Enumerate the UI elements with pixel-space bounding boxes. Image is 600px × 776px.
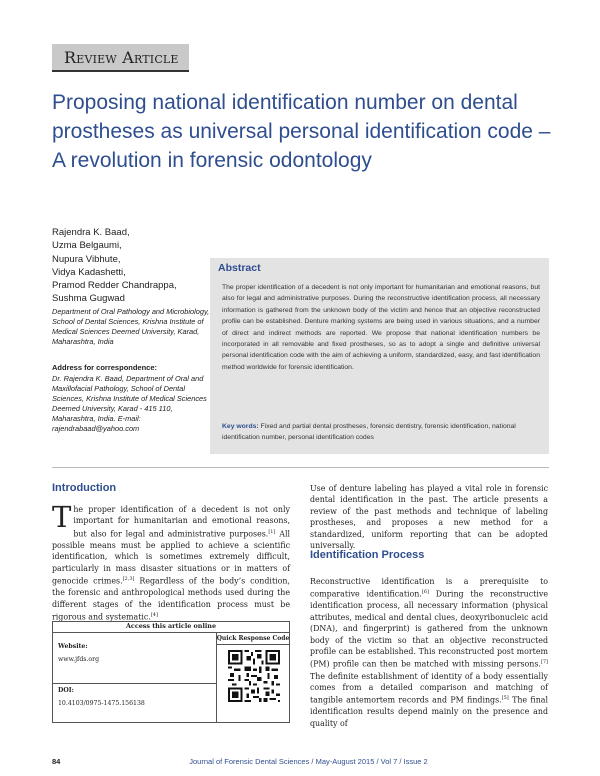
website-link[interactable]: www.jfds.org <box>58 656 100 663</box>
citation[interactable]: [6] <box>421 589 429 596</box>
qr-code-icon[interactable] <box>228 650 280 702</box>
identification-process-paragraph: Reconstructive identification is a prerequisite to comparative identification.[6] During the reconstructive identification process, all necessary information (physical attributes, medical and dental clues, deoxyribonucleic acid (DNA), and fingerprint) is gathered from the unknown body of the victim so that an objective reconstructed profile can be established. This reconstructed post mortem (PM) profile can then be matched with missing persons.[7] The definite establishment of identity of a body essentially comes from a detailed comparison and matching of tangible antemortem records and PM findings.[5] The final identification results depend mainly on the presence and quality of <box>310 577 548 728</box>
abstract-heading: Abstract <box>218 262 261 274</box>
citation[interactable]: [7] <box>540 659 548 666</box>
author-name: Vidya Kadashetti, <box>52 266 126 278</box>
article-type-label <box>52 44 189 72</box>
keywords <box>222 421 542 444</box>
access-box-divider <box>52 683 216 684</box>
keywords-list: Fixed and partial dental prostheses, forensic dentistry, forensic identification, national identification number, personal identification codes <box>222 423 516 442</box>
page-number: 84 <box>52 757 61 766</box>
citation[interactable]: [4] <box>150 611 158 618</box>
author-name: Uzma Belgaumi, <box>52 240 122 252</box>
article-title: Proposing national identification number on dental prostheses as universal personal identification code – A revolution in forensic odontology <box>52 91 551 172</box>
journal-citation: Journal of Forensic Dental Sciences / May-August 2015 / Vol 7 / Issue 2 <box>185 757 431 766</box>
identification-process-heading: Identification Process <box>310 549 425 561</box>
keywords-label: Key words: <box>222 423 259 430</box>
citation[interactable]: [2,3] <box>122 576 135 583</box>
qr-code-label: Quick Response Code <box>216 633 290 645</box>
author-name: Pramod Redder Chandrappa, <box>52 280 177 292</box>
author-name: Nupura Vibhute, <box>52 253 121 265</box>
author-name: Sushma Gugwad <box>52 293 125 305</box>
access-box-divider <box>216 633 217 723</box>
website-label: Website: <box>58 643 88 650</box>
author-affiliation: Department of Oral Pathology and Microbiology, School of Dental Sciences, Krishna Institute of Medical Sciences Deemed University, Karad, Maharashtra, India <box>52 307 210 346</box>
introduction-heading: Introduction <box>52 482 117 494</box>
doi-label: DOI: <box>58 687 74 694</box>
author-list <box>52 226 227 306</box>
section-divider <box>52 467 549 468</box>
intro-continuation-paragraph: Use of denture labeling has played a vital role in forensic dental identification in the past. The article presents a review of the past methods and technique of labeling prostheses, and proposes a new method for a standardized, uniform reporting that can be adopted universally. <box>310 484 548 551</box>
doi-link[interactable]: 10.4103/0975-1475.156138 <box>58 700 145 707</box>
article-type-text: Review Article <box>64 48 179 67</box>
access-online-title: Access this article online <box>52 621 290 633</box>
citation[interactable]: [5] <box>501 695 509 702</box>
introduction-paragraph: The proper identification of a decedent is not only important for humanitarian and emotional reasons, but also for legal and administrative purposes.[1] All possible means must be applied to achieve a scientific identification, which is sometimes extremely difficult, particularly in mass disaster situations or in matters of genocide crimes.[2,3] Regardless of the body’s condition, the forensic and anthropological methods used during the different stages of the identification process must be rigorous and systematic.[4] <box>52 500 290 622</box>
citation[interactable]: [1] <box>268 528 276 535</box>
journal-footer <box>68 757 549 766</box>
drop-cap: T <box>52 500 72 534</box>
abstract-text: The proper identification of a decedent is not only important for humanitarian and emotional reasons, but also for legal and administrative purposes. During the reconstructive identification process, all necessary information is gathered from the unknown body of the victim and hence that an objective reconstructed profile can be established. Denture marking systems are being used in various situations, and a number of direct and indirect methods are reported. We propose that national identification numbers be incorporated in all removable and fixed prostheses, so as to adopt a single and definitive universal personal identification code with the aim of achieving a uniform, standardized, easy, and fast identification method worldwide for forensic identification. <box>222 284 540 371</box>
correspondence-heading: Address for correspondence: <box>52 363 158 372</box>
correspondence-address: Dr. Rajendra K. Baad, Department of Oral and Maxillofacial Pathology, School of Dental Sciences, Krishna Institute of Medical Sciences Deemed University, Karad - 415 110, Maharashtra, India. E-mail: rajendrabaad@yahoo.com <box>52 374 207 433</box>
author-name: Rajendra K. Baad, <box>52 227 130 238</box>
